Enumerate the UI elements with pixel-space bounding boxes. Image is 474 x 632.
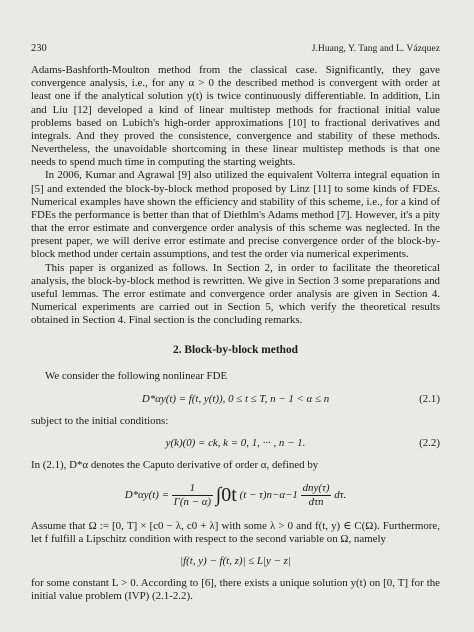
- derivative-num: dny(τ): [301, 482, 332, 496]
- equation-lipschitz: [31, 555, 440, 568]
- paragraph-5: subject to the initial conditions:: [31, 414, 169, 427]
- equation-2-2-tag: (2.2): [419, 436, 440, 449]
- paragraph-8: for some constant L > 0. According to [6], there exists a unique solution y(t) on [0, T] for the initial value problem (IVP) (2.1-2.2).: [31, 577, 440, 603]
- equation-caputo: [31, 482, 440, 509]
- lipschitz-body: |f(t, y) − f(t, z)| ≤ L|y − z|: [180, 554, 291, 567]
- derivative-den: dτn: [308, 496, 324, 509]
- paragraph-2: In 2006, Kumar and Agrawal [9] also utilized the equivalent Volterra integral equation in [5] and extended the block-by-block method proposed by Linz [11] to some kinds of FDEs. Numerical examples have shown the efficiency and stability of this scheme, i.e., for a kind of FDEs the performance is better than that of Diethlm's Adams method [7]. However, it's a pity that the error estimate and convergence order analysis of this scheme was neglected. In the present paper, we will derive error estimate and precise convergence order of the block-by-block method under certain assumptions, and test the order via numerical experiments.: [31, 169, 440, 261]
- equation-2-1-body: D*αy(t) = f(t, y(t)), 0 ≤ t ≤ T, n − 1 < α ≤ n: [141, 392, 330, 405]
- paragraph-1: Adams-Bashforth-Moulton method from the classical case. Significantly, they gave convergence analysis, i.e., for any α > 0 the described method is convergent with order at least one if the analytical solution y(t) is twice continuously differentiable. In addition, Lin and Liu [12] developed a kind of linear multistep methods for fractional initial value problems based on Lubich's high-order approximations [10] to fractional derivatives and integrals. And they proved the consistence, convergence and stability of these methods. Nevertheless, the unavoidable shortcoming in these linear multistep methods is that one needs to spend much time in computing the starting weights.: [31, 64, 440, 169]
- page-number: 230: [31, 43, 47, 54]
- derivative-fraction: [301, 482, 332, 509]
- integral-sign: ∫0t: [215, 484, 237, 507]
- running-header: [31, 42, 440, 55]
- caputo-fraction-num: 1: [172, 482, 213, 496]
- equation-2-1: [31, 393, 440, 406]
- caputo-lhs: D*αy(t) =: [124, 489, 169, 502]
- caputo-integrand: (t − τ)n−α−1: [239, 489, 298, 502]
- paragraph-4: We consider the following nonlinear FDE: [45, 370, 228, 383]
- paragraph-6: In (2.1), D*α denotes the Caputo derivative of order α, defined by: [31, 459, 319, 472]
- equation-2-2: [31, 437, 440, 450]
- caputo-fraction-den: Γ(n − α): [173, 496, 212, 509]
- equation-2-1-tag: (2.1): [419, 392, 440, 405]
- equation-2-2-body: y(k)(0) = ck, k = 0, 1, ··· , n − 1.: [165, 436, 306, 449]
- section-title: 2. Block-by-block method: [173, 344, 298, 357]
- paragraph-3: This paper is organized as follows. In Section 2, in order to facilitate the theoretical analysis, the block-by-block method is rewritten. We give in Section 3 some preparations and useful lemmas. The error estimate and convergence order analysis are given in Section 4. Numerical experiments are carried out in Section 5, which verify the theoretical results obtained in Section 4. Final section is the concluding remarks.: [31, 261, 440, 327]
- running-authors: J.Huang, Y. Tang and L. Vázquez: [311, 43, 440, 54]
- paragraph-7: Assume that Ω := [0, T] × [c0 − λ, c0 + λ] with some λ > 0 and f(t, y) ∈ C(Ω). Furthermore, let f fulfill a Lipschitz condition with respect to the second variable on Ω, namely: [31, 519, 440, 545]
- caputo-fraction: [172, 482, 213, 509]
- caputo-tail: dτ.: [334, 489, 347, 502]
